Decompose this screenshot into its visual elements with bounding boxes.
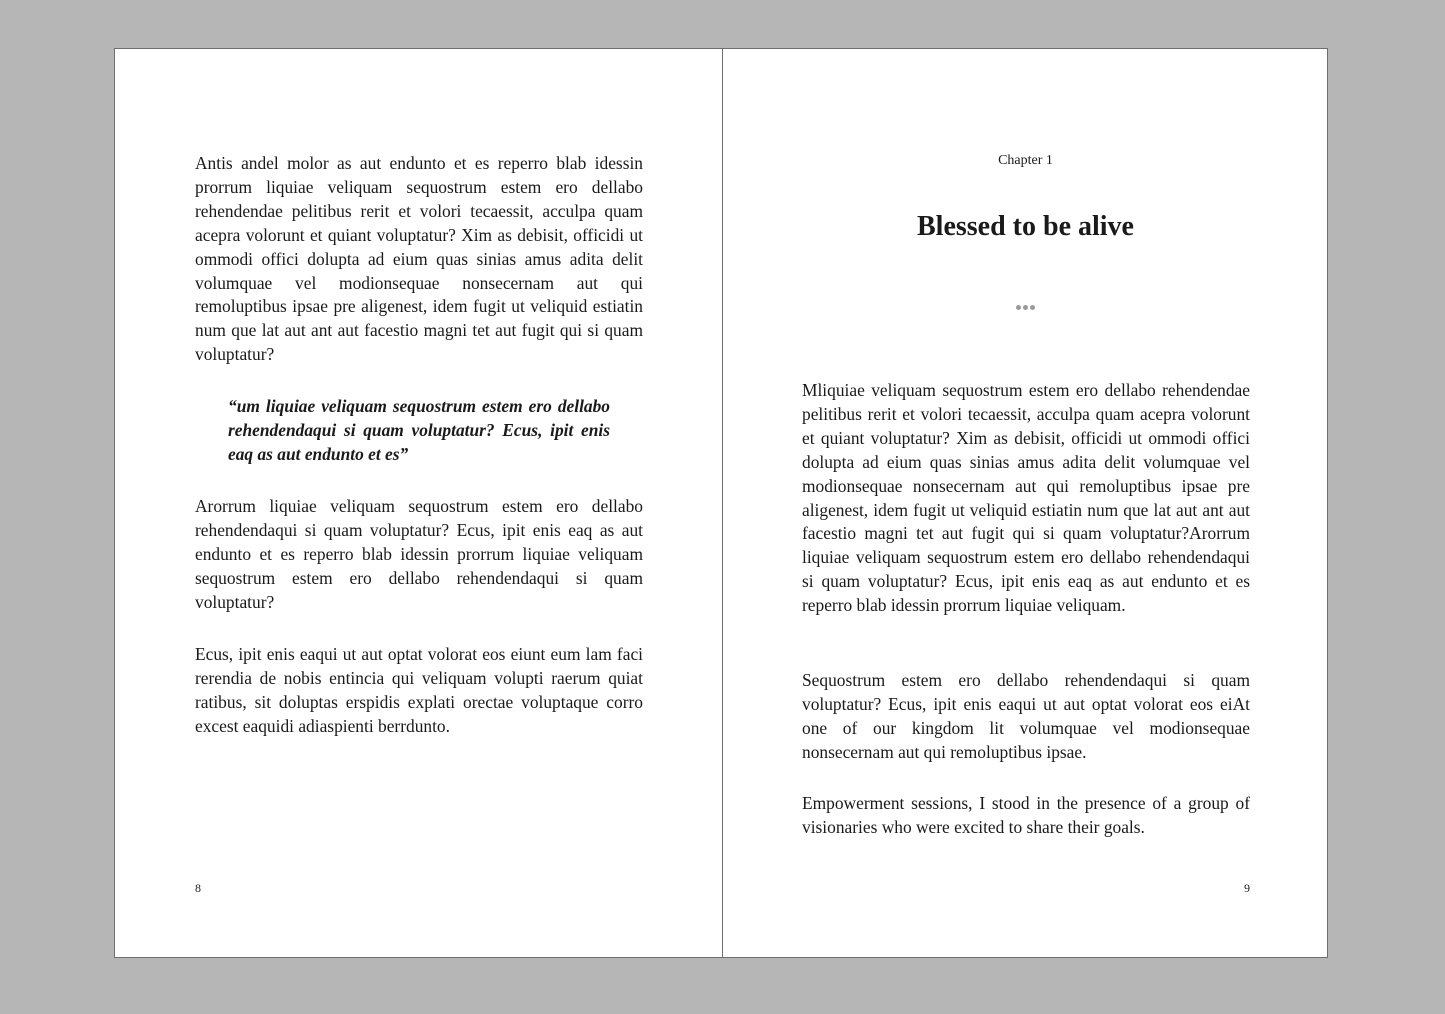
- right-page: [723, 49, 1328, 957]
- right-paragraph-1: [802, 379, 1250, 618]
- body-text: Antis andel molor as aut endunto et es reperro blab idessin prorrum liquiae veliquam sequostrum estem ero dellabo rehendendae pelitibus rerit et volori tecaessit, acculpa quam acepra volorunt et quiant voluptatur? Xim as debisit, officidi ut ommodi offici dolupta ad eium quas sinias amus adita delit volumquae vel modionsequae nonsecernam aut qui remoluptibus ipsae pre aligenest, idem fugit ut veliquid estiatin num que lat aut ant aut facestio magni tet aut fugit qui si quam voluptatur?: [195, 153, 643, 365]
- dots-ornament-icon: [723, 305, 1328, 310]
- body-text: Sequostrum estem ero dellabo rehendendaqui si quam voluptatur? Ecus, ipit enis eaqui ut aut optat volorat eos eiAt one of our kingdom lit volumquae vel modionsequae nonsecernam aut qui remoluptibus ipsae.: [802, 670, 1250, 762]
- body-text: Arorrum liquiae veliquam sequostrum estem ero dellabo rehendendaqui si quam voluptatur? Ecus, ipit enis eaq as aut endunto et es reperro blab idessin prorrum liquiae veliquam sequostrum estem ero dellabo rehendendaqui si quam voluptatur?: [195, 496, 643, 612]
- body-text: Mliquiae veliquam sequostrum estem ero dellabo rehendendae pelitibus rerit et volori tecaessit, acculpa quam acepra volorunt et quiant voluptatur? Xim as debisit, officidi ut ommodi offici dolupta ad eium quas sinias amus adita delit volumquae vel modionsequae nonsecernam aut qui remoluptibus ipsae pre aligenest, idem fugit ut veliquid estiatin num que lat aut ant aut facestio magni tet aut fugit qui si quam voluptatur?Arorrum liquiae veliquam sequostrum estem ero dellabo rehendendaqui si quam voluptatur? Ecus, ipit enis eaq as aut endunto et es reperro blab idessin prorrum liquiae veliquam.: [802, 380, 1250, 616]
- book-spread: [114, 48, 1328, 958]
- left-paragraph-1: [195, 152, 643, 367]
- body-text: Ecus, ipit enis eaqui ut aut optat volorat eos eiunt eum lam faci rerendia de nobis entincia qui veliquam volupti raerum quiat ratibus, sit doluptas erspidis explati orectae voluptaque corro excest eaquidi adiaspienti berrdunto.: [195, 644, 643, 736]
- right-paragraph-3: [802, 792, 1250, 840]
- chapter-title: Blessed to be alive: [917, 211, 1134, 242]
- left-paragraph-3: [195, 643, 643, 739]
- right-paragraph-2: [802, 669, 1250, 765]
- body-text: Empowerment sessions, I stood in the presence of a group of visionaries who were excited to share their goals.: [802, 793, 1250, 837]
- pull-quote: “um liquiae veliquam sequostrum estem ero dellabo rehendendaqui si quam voluptatur? Ecus, ipit enis eaq as aut endunto et es”: [228, 396, 610, 464]
- chapter-label: Chapter 1: [998, 153, 1053, 168]
- left-paragraph-2: [195, 495, 643, 615]
- page-number: 9: [1244, 881, 1250, 895]
- left-page: [115, 49, 722, 957]
- page-number: 8: [195, 881, 201, 895]
